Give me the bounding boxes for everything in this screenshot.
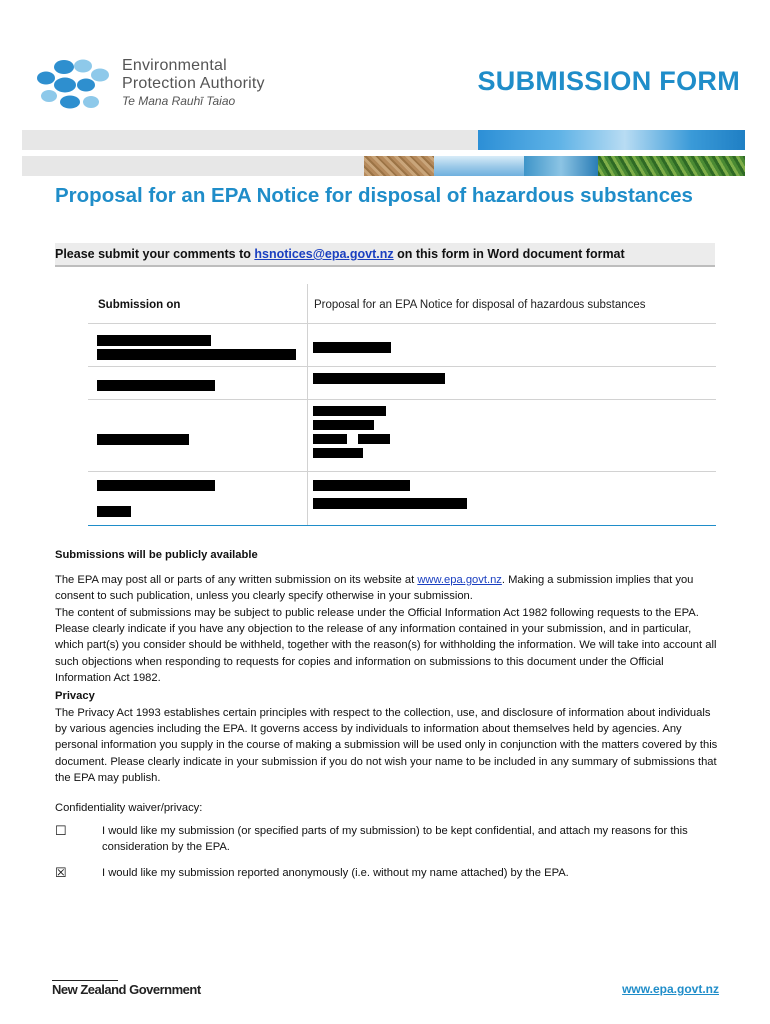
- publicity-paragraph-1: [55, 572, 720, 604]
- form-title: SUBMISSION FORM: [477, 66, 740, 96]
- redacted-value: [313, 420, 374, 430]
- table-row-divider: [88, 366, 716, 367]
- publicity-p1-after: . Making a submission implies that you consent to such publication, unless you clearly specify otherwise in your submission.: [55, 574, 694, 603]
- confidential-checkbox[interactable]: ☐: [55, 823, 67, 838]
- epa-logo-mark-icon: [36, 58, 116, 114]
- banner-sky-image: [478, 130, 745, 150]
- redacted-value: [313, 434, 347, 444]
- table-row-divider: [88, 323, 716, 324]
- redacted-label: [97, 434, 189, 445]
- table-column-divider: [307, 284, 308, 525]
- confidential-option-text: I would like my submission (or specified parts of my submission) to be kept confidential, and attach my reasons for this consideration by the EPA.: [102, 825, 688, 854]
- redacted-label: [97, 335, 211, 346]
- epa-logo: [36, 58, 286, 118]
- redacted-value: [313, 448, 363, 458]
- privacy-heading: Privacy: [55, 690, 95, 702]
- submission-on-value: Proposal for an EPA Notice for disposal of hazardous substances: [314, 299, 646, 311]
- logo-line-3: Te Mana Rauhī Taiao: [122, 94, 236, 108]
- confidentiality-label: Confidentiality waiver/privacy:: [55, 802, 203, 814]
- redacted-label: [97, 506, 131, 517]
- anonymous-checkbox[interactable]: ☒: [55, 865, 67, 880]
- redacted-value: [313, 498, 467, 509]
- redacted-label: [97, 480, 215, 491]
- redacted-value: [358, 434, 390, 444]
- anonymous-option-text: I would like my submission reported anonymously (i.e. without my name attached) by the EPA.: [102, 867, 569, 879]
- publicity-paragraph-2: The content of submissions may be subject to public release under the Official Information Act 1982 following requests to the EPA. Please clearly indicate if you have any objection to the release of any information contained in your submission, and in particular, which part(s) you consider should be withheld, together with the reason(s) for withholding the information. We will take into account all such objections when responding to requests for copies and information on submissions to this document under the Official Information Act 1982.: [55, 607, 717, 684]
- table-row-divider: [88, 399, 716, 400]
- instruction-suffix: on this form in Word document format: [393, 247, 625, 261]
- epa-website-link[interactable]: www.epa.govt.nz: [417, 574, 502, 586]
- submitter-details-table: [88, 284, 716, 526]
- anonymous-option: [55, 865, 720, 883]
- redacted-label: [97, 349, 296, 360]
- redacted-value: [313, 480, 410, 491]
- redacted-value: [313, 342, 391, 353]
- table-row-divider: [88, 471, 716, 472]
- nz-government-logo: New Zealand Government: [52, 982, 201, 997]
- redacted-label: [97, 380, 215, 391]
- banner-fern-image: [598, 156, 745, 176]
- redacted-value: [313, 406, 386, 416]
- document-title: Proposal for an EPA Notice for disposal of hazardous substances: [55, 184, 693, 207]
- logo-line-2: Protection Authority: [122, 75, 265, 92]
- banner-water-image: [524, 156, 598, 176]
- publicity-heading: Submissions will be publicly available: [55, 549, 258, 561]
- privacy-paragraph: The Privacy Act 1993 establishes certain principles with respect to the collection, use, and disclosure of information about individuals by various agencies including the EPA. It governs access by individuals to information about themselves held by agencies. Any personal information you supply in the course of making a submission will be used only in conjunction with the matters covered by this document. Please clearly indicate in your submission if you do not wish your name to be included in any summary of submissions that the EPA may publish.: [55, 707, 718, 784]
- submission-email-link[interactable]: hsnotices@epa.govt.nz: [254, 247, 394, 261]
- banner-sand-image: [364, 156, 434, 176]
- govt-logo-rule: [52, 980, 118, 981]
- footer-website-link[interactable]: www.epa.govt.nz: [622, 982, 719, 996]
- banner-cloud-image: [434, 156, 524, 176]
- submission-on-label: Submission on: [98, 299, 181, 311]
- instruction-prefix: Please submit your comments to: [55, 247, 255, 261]
- confidential-option: [55, 823, 720, 857]
- redacted-value: [313, 373, 445, 384]
- header-banner: [22, 130, 745, 176]
- publicity-p1-before: The EPA may post all or parts of any written submission on its website at: [55, 574, 418, 586]
- logo-line-1: Environmental: [122, 57, 227, 74]
- instruction-bar: [55, 243, 715, 267]
